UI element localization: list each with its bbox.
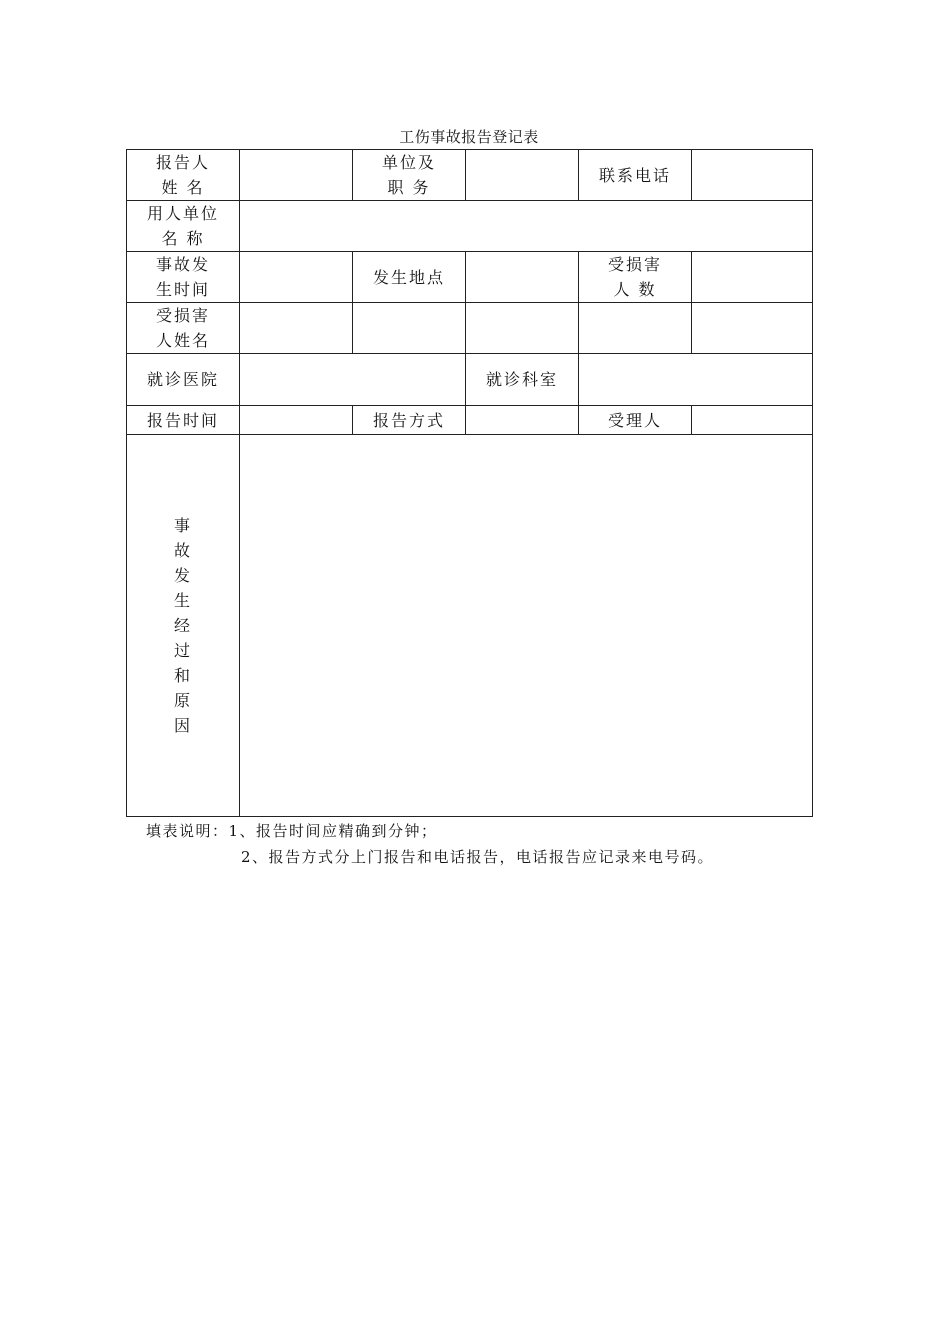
label-char: 发 bbox=[173, 566, 192, 585]
label-line: 报告人 bbox=[155, 153, 210, 172]
label-injured-names bbox=[127, 303, 240, 354]
label-injured-count bbox=[579, 252, 692, 303]
label-reporter-name bbox=[127, 150, 240, 201]
label-char: 生 bbox=[173, 591, 192, 610]
label-line: 人 数 bbox=[613, 280, 657, 299]
label-char: 因 bbox=[173, 716, 192, 735]
label-accident-time bbox=[127, 252, 240, 303]
label-line: 名 称 bbox=[161, 229, 205, 248]
label-char: 原 bbox=[173, 691, 192, 710]
receiver-field[interactable] bbox=[692, 406, 813, 435]
label-char: 和 bbox=[173, 666, 192, 685]
label-unit-position bbox=[353, 150, 466, 201]
label-line: 事故发 bbox=[155, 255, 210, 274]
injured-name-field-5[interactable] bbox=[692, 303, 813, 354]
injured-name-field-4[interactable] bbox=[579, 303, 692, 354]
label-line: 姓 名 bbox=[161, 178, 205, 197]
injured-name-field-2[interactable] bbox=[353, 303, 466, 354]
label-char: 故 bbox=[173, 541, 192, 560]
accident-report-form bbox=[126, 149, 813, 817]
label-char: 事 bbox=[173, 516, 192, 535]
page-title: 工伤事故报告登记表 bbox=[399, 128, 539, 146]
label-line: 受损害 bbox=[607, 255, 662, 274]
label-report-method: 报告方式 bbox=[353, 406, 466, 435]
label-receiver: 受理人 bbox=[579, 406, 692, 435]
label-line: 受损害 bbox=[155, 306, 210, 325]
row-accident bbox=[127, 252, 813, 303]
report-method-field[interactable] bbox=[466, 406, 579, 435]
contact-phone-field[interactable] bbox=[692, 150, 813, 201]
label-char: 过 bbox=[173, 641, 192, 660]
report-time-field[interactable] bbox=[240, 406, 353, 435]
label-contact-phone: 联系电话 bbox=[579, 150, 692, 201]
label-process-cause bbox=[127, 435, 240, 817]
location-field[interactable] bbox=[466, 252, 579, 303]
process-cause-field[interactable] bbox=[240, 435, 813, 817]
row-injured-names bbox=[127, 303, 813, 354]
injured-count-field[interactable] bbox=[692, 252, 813, 303]
accident-time-field[interactable] bbox=[240, 252, 353, 303]
department-field[interactable] bbox=[579, 354, 813, 406]
label-line: 用人单位 bbox=[146, 204, 219, 223]
injured-name-field-1[interactable] bbox=[240, 303, 353, 354]
row-report bbox=[127, 406, 813, 435]
hospital-field[interactable] bbox=[240, 354, 466, 406]
label-department: 就诊科室 bbox=[466, 354, 579, 406]
fill-instructions bbox=[146, 818, 806, 870]
label-hospital: 就诊医院 bbox=[127, 354, 240, 406]
row-process-cause bbox=[127, 435, 813, 817]
label-report-time: 报告时间 bbox=[127, 406, 240, 435]
row-hospital bbox=[127, 354, 813, 406]
row-reporter bbox=[127, 150, 813, 201]
label-line: 生时间 bbox=[155, 280, 210, 299]
label-line: 职 务 bbox=[387, 178, 431, 197]
row-employer bbox=[127, 201, 813, 252]
instruction-line-1: 填表说明：1、报告时间应精确到分钟； bbox=[146, 822, 438, 840]
label-line: 人姓名 bbox=[155, 331, 210, 350]
label-line: 单位及 bbox=[381, 153, 436, 172]
vertical-label bbox=[173, 513, 193, 738]
instruction-line-2: 2、报告方式分上门报告和电话报告，电话报告应记录来电号码。 bbox=[241, 848, 715, 866]
label-location: 发生地点 bbox=[353, 252, 466, 303]
injured-name-field-3[interactable] bbox=[466, 303, 579, 354]
label-employer-name bbox=[127, 201, 240, 252]
reporter-name-field[interactable] bbox=[240, 150, 353, 201]
employer-name-field[interactable] bbox=[240, 201, 813, 252]
label-char: 经 bbox=[173, 616, 192, 635]
unit-position-field[interactable] bbox=[466, 150, 579, 201]
